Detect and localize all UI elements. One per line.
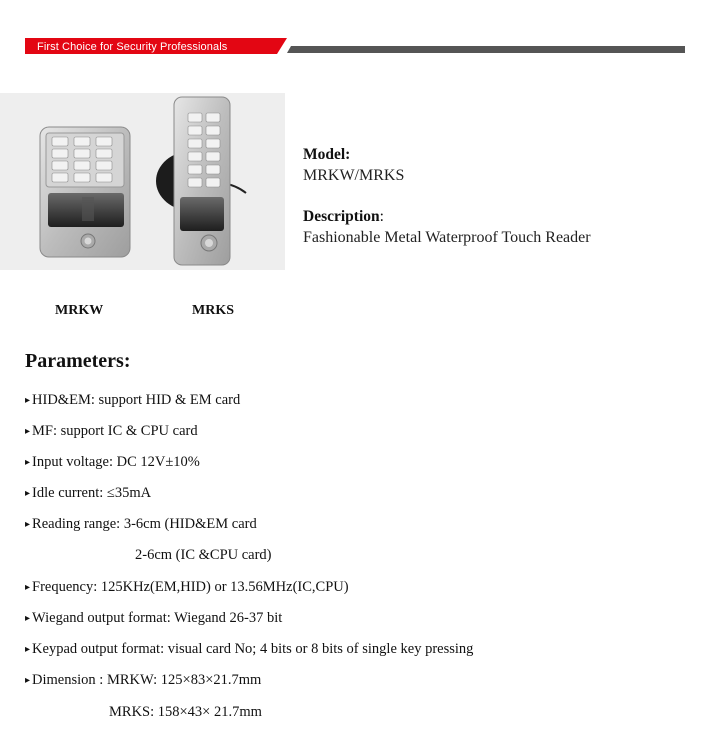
model-label: Model: bbox=[303, 146, 351, 163]
mrkw-device bbox=[40, 127, 130, 257]
bullet-icon: ▸ bbox=[25, 613, 31, 624]
param-item: ▸ Input voltage: DC 12V±10% bbox=[25, 454, 200, 470]
parameters-title: Parameters: bbox=[25, 350, 131, 372]
mrks-device bbox=[156, 97, 246, 265]
caption-mrks: MRKS bbox=[192, 303, 234, 318]
param-item: ▸ MF: support IC & CPU card bbox=[25, 423, 198, 439]
caption-mrkw: MRKW bbox=[55, 303, 104, 318]
model-value: MRKW/MRKS bbox=[303, 167, 405, 184]
bullet-icon: ▸ bbox=[25, 457, 31, 468]
param-reading-range-continuation: 2-6cm (IC &CPU card) bbox=[135, 547, 272, 563]
bullet-icon: ▸ bbox=[25, 644, 31, 655]
bullet-icon: ▸ bbox=[25, 519, 31, 530]
bullet-icon: ▸ bbox=[25, 488, 31, 499]
bullet-icon: ▸ bbox=[25, 426, 31, 437]
param-item: ▸ HID&EM: support HID & EM card bbox=[25, 392, 241, 408]
banner-tagline: First Choice for Security Professionals bbox=[37, 41, 228, 53]
description-label: Description bbox=[303, 208, 380, 225]
param-item: ▸ Keypad output format: visual card No; 4 bits or 8 bits of single key pressing bbox=[25, 641, 474, 657]
param-item: ▸ Idle current: ≤35mA bbox=[25, 485, 152, 501]
description-value: Fashionable Metal Waterproof Touch Reader bbox=[303, 229, 591, 246]
bullet-icon: ▸ bbox=[25, 395, 31, 406]
header-banner bbox=[25, 38, 685, 58]
param-item: ▸ Wiegand output format: Wiegand 26-37 bit bbox=[25, 610, 283, 626]
bullet-icon: ▸ bbox=[25, 675, 31, 686]
param-item: ▸ Frequency: 125KHz(EM,HID) or 13.56MHz(IC,CPU) bbox=[25, 579, 349, 595]
bullet-icon: ▸ bbox=[25, 582, 31, 593]
description-colon: : bbox=[379, 208, 384, 225]
param-item: ▸ Reading range: 3-6cm (HID&EM card bbox=[25, 516, 257, 532]
product-illustration bbox=[0, 93, 285, 270]
param-dimension-continuation: MRKS: 158×43× 21.7mm bbox=[109, 704, 262, 720]
description-label-row bbox=[303, 208, 384, 226]
product-photo bbox=[0, 93, 285, 270]
param-item: ▸ Dimension : MRKW: 125×83×21.7mm bbox=[25, 672, 262, 688]
